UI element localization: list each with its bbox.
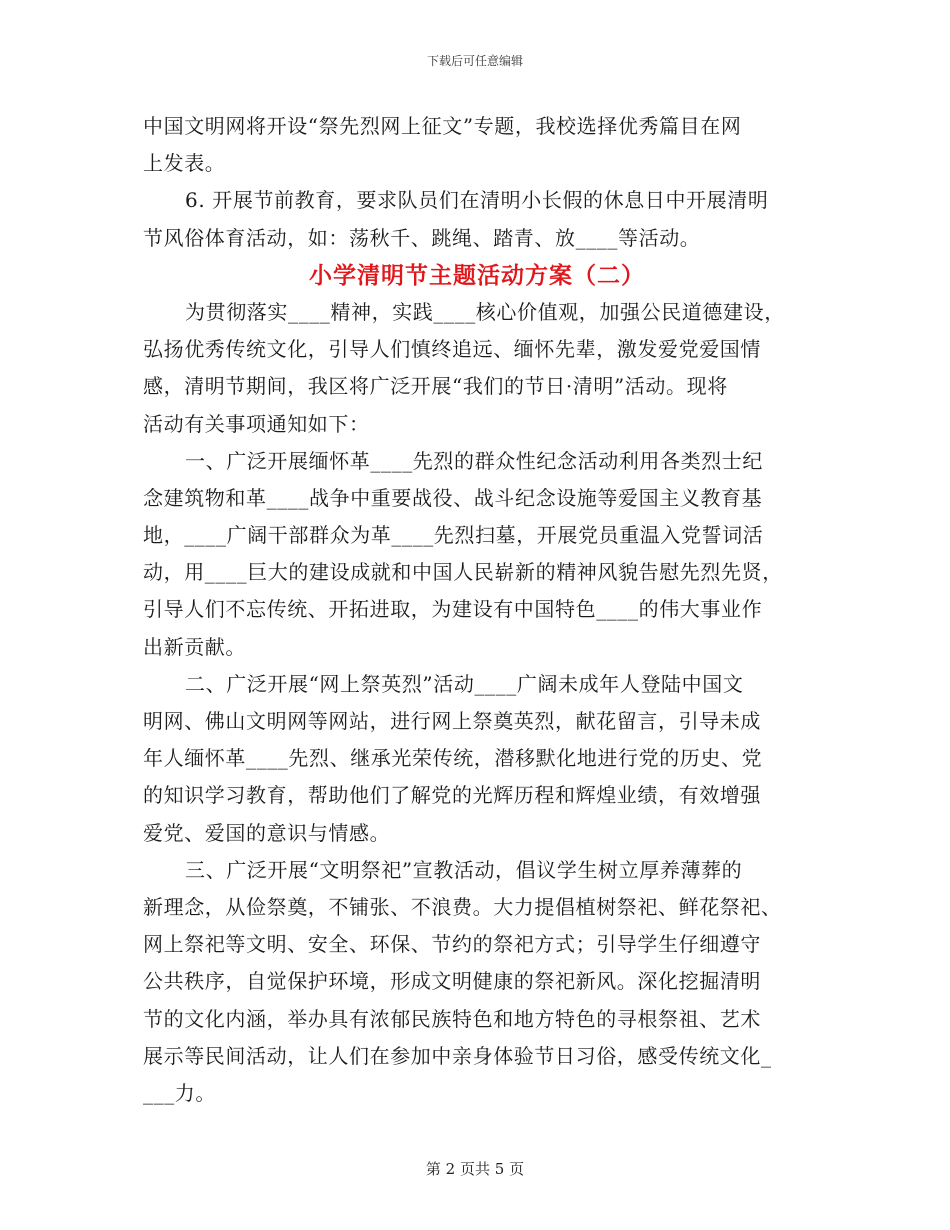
text-line: 动，用____巨大的建设成就和中国人民崭新的精神风貌告慰先烈先贤， [143, 560, 783, 585]
text-line: 节的文化内涵，举办具有浓郁民族特色和地方特色的寻根祭祖、艺术 [143, 1006, 761, 1031]
text-line: 一、广泛开展缅怀革____先烈的群众性纪念活动利用各类烈士纪 [185, 448, 763, 473]
text-line: 为贯彻落实____精神，实践____核心价值观，加强公民道德建设， [185, 299, 785, 324]
text-line: 的知识学习教育，帮助他们了解党的光辉历程和辉煌业绩，有效增强 [143, 783, 761, 808]
text-line: 念建筑物和革____战争中重要战役、战斗纪念设施等爱国主义教育基 [143, 485, 763, 510]
text-line: 上发表。 [143, 151, 226, 176]
text-line: 引导人们不忘传统、开拓进取，为建设有中国特色____的伟大事业作 [143, 597, 763, 622]
page-header: 下载后可任意编辑 [426, 54, 523, 68]
text-line: 三、广泛开展“文明祭祀”宣教活动，倡议学生树立厚养薄葬的 [185, 857, 743, 882]
text-line: 网上祭祀等文明、安全、环保、节约的祭祀方式；引导学生仔细遵守 [143, 932, 761, 957]
text-line: 展示等民间活动，让人们在参加中亲身体验节日习俗，感受传统文化_ [143, 1043, 772, 1068]
text-line: 年人缅怀革____先烈、继承光荣传统，潜移默化地进行党的历史、党 [143, 746, 763, 771]
text-line: 节风俗体育活动，如：荡秋千、跳绳、踏青、放____等活动。 [143, 225, 701, 250]
section-title: 小学清明节主题活动方案（二） [309, 261, 645, 289]
text-line: 二、广泛开展“网上祭英烈”活动____广阔未成年人登陆中国文 [185, 671, 744, 696]
text-line: ___力。 [143, 1080, 216, 1105]
text-line: 爱党、爱国的意识与情感。 [143, 820, 391, 845]
text-line: 地，____广阔干部群众为革____先烈扫墓，开展党员重温入党誓词活 [143, 523, 764, 548]
text-line: 出新贡献。 [143, 634, 246, 659]
text-line: 弘扬优秀传统文化，引导人们慎终追远、缅怀先辈，激发爱党爱国情 [143, 337, 761, 362]
text-line: 明网、佛山文明网等网站，进行网上祭奠英烈，献花留言，引导未成 [143, 709, 761, 733]
text-line: 6. 开展节前教育，要求队员们在清明小长假的休息日中开展清明 [185, 188, 769, 213]
text-line: 公共秩序，自觉保护环境，形成文明健康的祭祀新风。深化挖掘清明 [143, 969, 761, 994]
text-line: 活动有关事项通知如下： [143, 411, 370, 436]
document-body [143, 108, 811, 1112]
text-line: 新理念，从俭祭奠，不铺张、不浪费。大力提倡植树祭祀、鲜花祭祀、 [143, 894, 782, 919]
page-footer: 第 2 页共 5 页 [425, 1160, 525, 1178]
text-line: 感，清明节期间，我区将广泛开展“我们的节日·清明”活动。现将 [143, 374, 728, 399]
text-line: 中国文明网将开设“祭先烈网上征文”专题，我校选择优秀篇目在网 [143, 114, 742, 138]
